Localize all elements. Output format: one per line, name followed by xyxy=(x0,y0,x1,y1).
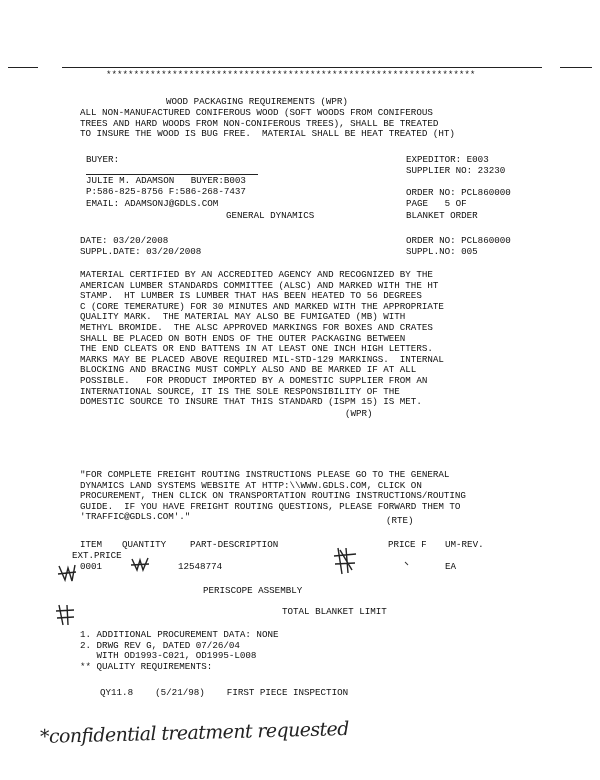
top-rule-left xyxy=(8,67,38,68)
tick-mark xyxy=(404,561,410,567)
row-item: 0001 xyxy=(80,561,103,572)
scribble-mark-2 xyxy=(130,556,150,572)
col-price-f: PRICE F xyxy=(388,539,427,550)
supplier-no: SUPPLIER NO: 23230 xyxy=(406,165,506,176)
top-rule-center xyxy=(62,67,542,68)
certification-text: MATERIAL CERTIFIED BY AN ACCREDITED AGENCY AND RECOGNIZED BY THE AMERICAN LUMBER STANDARDS COMMITTEE (ALSC) AND MARKED WITH THE HT STAMP. HT LUMBER IS LUMBER THAT HAS BEEN HEATED TO 56 DEGREES C (CORE TEMERATURE) FOR 30 MINUTES AND MARKED WITH THE APPROPRIATE QUALITY MARK. THE MATERIAL MAY ALSO BE FUMIGATED (MB) WITH METHYL BROMIDE. THE ALSC APPROVED MARKINGS FOR BOXES AND CRATES SHALL BE PLACED ON BOTH ENDS OF THE OUTER PACKAGING BETWEEN THE END CLEATS OR END BATTENS IN AT LEAST ONE INCH HIGH LETTERS. MARKS MAY BE PLACED ABOVE REQUIRED MIL-STD-129 MARKINGS. INTERNAL BLOCKING AND BRACING MUST COMPLY ALSO AND BE MARKED IF AT ALL POSSIBLE. FOR PRODUCT IMPORTED BY A DOMESTIC SUPPLIER FROM AN INTERNATIONAL SOURCE, IT IS THE SOLE RESPONSIBILITY OF THE DOMESTIC SOURCE TO INSURE THAT THIS STANDARD (ISPM 15) IS MET. xyxy=(80,269,444,408)
date: DATE: 03/20/2008 xyxy=(80,235,169,246)
col-um-rev: UM-REV. xyxy=(445,539,484,550)
buyer-name: JULIE M. ADAMSON BUYER:B003 xyxy=(86,175,246,186)
scribble-mark-4 xyxy=(54,603,76,627)
total-blanket-limit: TOTAL BLANKET LIMIT xyxy=(282,606,387,617)
company-name: GENERAL DYNAMICS xyxy=(226,210,315,221)
handwritten-note: *confidential treatment requested xyxy=(39,717,350,749)
quality-line: QY11.8 (5/21/98) FIRST PIECE INSPECTION xyxy=(100,687,349,698)
buyer-phone: P:586-825-8756 F:586-268-7437 xyxy=(86,186,246,197)
wpr-title: WOOD PACKAGING REQUIREMENTS (WPR) xyxy=(166,96,348,107)
col-part-description: PART-DESCRIPTION xyxy=(190,539,279,550)
scribble-mark-1 xyxy=(56,562,78,584)
top-rule-right xyxy=(560,67,592,68)
row-part: 12548774 xyxy=(178,561,223,572)
blanket-order: BLANKET ORDER xyxy=(406,210,478,221)
order-no: ORDER NO: PCL860000 xyxy=(406,187,511,198)
col-quantity: QUANTITY xyxy=(122,539,167,550)
order-no-2: ORDER NO: PCL860000 xyxy=(406,235,511,246)
col-ext-price: EXT.PRICE xyxy=(72,550,122,561)
expeditor: EXPEDITOR: E003 xyxy=(406,154,489,165)
buyer-label: BUYER: xyxy=(86,154,120,165)
row-um: EA xyxy=(445,561,457,572)
buyer-email: EMAIL: ADAMSONJ@GDLS.COM xyxy=(86,198,219,209)
freight-text: "FOR COMPLETE FREIGHT ROUTING INSTRUCTIONS PLEASE GO TO THE GENERAL DYNAMICS LAND SYSTEMS WEBSITE AT HTTP:\\WWW.GDLS.COM, CLICK ON PROCUREMENT, THEN CLICK ON TRANSPORTATION ROUTING INSTRUCTIONS/ROUTING GUIDE. IF YOU HAVE FREIGHT ROUTING QUESTIONS, PLEASE FORWARD THEM TO 'TRAFFIC@GDLS.COM'." xyxy=(80,469,466,523)
scribble-mark-3 xyxy=(332,546,358,576)
suppl-date: SUPPL.DATE: 03/20/2008 xyxy=(80,246,202,257)
notes: 1. ADDITIONAL PROCUREMENT DATA: NONE 2. DRWG REV G, DATED 07/26/04 WITH OD1993-C021, OD1995-L008 ** QUALITY REQUIREMENTS: xyxy=(80,629,279,672)
wpr-tag: (WPR) xyxy=(345,408,373,419)
col-item: ITEM xyxy=(80,539,103,550)
rte-tag: (RTE) xyxy=(386,515,414,526)
suppl-no: SUPPL.NO: 005 xyxy=(406,246,478,257)
page-number: PAGE 5 OF xyxy=(406,198,467,209)
wpr-text: ALL NON-MANUFACTURED CONIFEROUS WOOD (SOFT WOODS FROM CONIFEROUS TREES AND HARD WOODS FROM NON-CONIFEROUS TREES), SHALL BE TREATED TO INSURE THE WOOD IS BUG FREE. MATERIAL SHALL BE HEAT TREATED (HT) xyxy=(80,107,455,140)
star-divider: ******************************************************************* xyxy=(106,69,476,80)
row-description: PERISCOPE ASSEMBLY xyxy=(203,585,303,596)
